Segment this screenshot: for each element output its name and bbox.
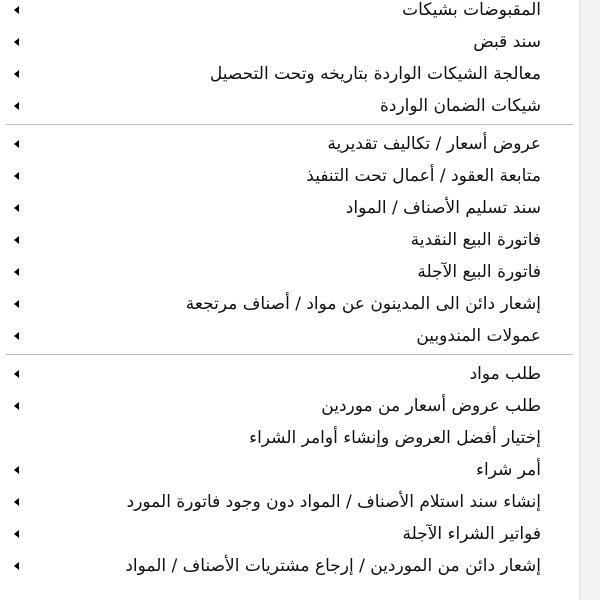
- submenu-arrow-icon: [14, 370, 19, 378]
- submenu-arrow-icon: [14, 332, 19, 340]
- menu-item-label: فواتير الشراء الآجلة: [402, 523, 541, 544]
- submenu-arrow-icon: [14, 402, 19, 410]
- submenu-arrow-icon: [14, 172, 19, 180]
- submenu-arrow-icon: [14, 140, 19, 148]
- menu-item[interactable]: [0, 550, 579, 582]
- menu-item-label: المقبوضات بشيكات: [402, 0, 541, 20]
- menu-scrollbar[interactable]: [579, 0, 600, 600]
- menu-item-label: معالجة الشيكات الواردة بتاريخه وتحت التحصيل: [209, 63, 541, 84]
- menu-item[interactable]: [0, 224, 579, 256]
- submenu-arrow-icon: [14, 562, 19, 570]
- menu-item-label: شيكات الضمان الواردة: [380, 95, 541, 116]
- submenu-arrow-icon: [14, 6, 19, 14]
- menu-item[interactable]: [0, 486, 579, 518]
- menu-item[interactable]: [0, 0, 579, 26]
- menu-item[interactable]: [0, 422, 579, 454]
- menu-item[interactable]: [0, 320, 579, 352]
- menu-item-label: إشعار دائن من الموردين / إرجاع مشتريات الأصناف / المواد: [125, 555, 541, 576]
- menu-item-label: أمر شراء: [476, 459, 541, 480]
- menu-item-label: فاتورة البيع النقدية: [410, 229, 541, 250]
- menu-item[interactable]: [0, 26, 579, 58]
- menu-item-label: متابعة العقود / أعمال تحت التنفيذ: [306, 165, 541, 186]
- menu-item-label: طلب عروض أسعار من موردين: [321, 395, 541, 416]
- menu-item-label: فاتورة البيع الآجلة: [417, 261, 541, 282]
- menu-item-label: طلب مواد: [469, 363, 541, 384]
- menu-item[interactable]: [0, 454, 579, 486]
- menu-item[interactable]: [0, 90, 579, 122]
- menu-item[interactable]: [0, 256, 579, 288]
- submenu-arrow-icon: [14, 466, 19, 474]
- submenu-arrow-icon: [14, 204, 19, 212]
- menu-item[interactable]: [0, 518, 579, 550]
- menu-item[interactable]: [0, 128, 579, 160]
- submenu-arrow-icon: [14, 300, 19, 308]
- menu-item-label: إشعار دائن الى المدينون عن مواد / أصناف مرتجعة: [185, 293, 541, 314]
- menu-item[interactable]: [0, 288, 579, 320]
- menu-separator: [6, 354, 573, 355]
- menu-item[interactable]: [0, 58, 579, 90]
- menu-item-label: عروض أسعار / تكاليف تقديرية: [327, 133, 541, 154]
- submenu-arrow-icon: [14, 268, 19, 276]
- menu-item[interactable]: [0, 192, 579, 224]
- menu-item-label: إختيار أفضل العروض وإنشاء أوامر الشراء: [249, 427, 541, 448]
- submenu-arrow-icon: [14, 530, 19, 538]
- menu-item-label: عمولات المندوبين: [416, 325, 541, 346]
- submenu-arrow-icon: [14, 236, 19, 244]
- submenu-arrow-icon: [14, 498, 19, 506]
- menu-item[interactable]: [0, 390, 579, 422]
- menu-item[interactable]: [0, 160, 579, 192]
- menu-separator: [6, 124, 573, 125]
- submenu-arrow-icon: [14, 102, 19, 110]
- menu-item-label: سند تسليم الأصناف / المواد: [345, 197, 541, 218]
- submenu-arrow-icon: [14, 38, 19, 46]
- menu-item-label: إنشاء سند استلام الأصناف / المواد دون وجود فاتورة المورد: [126, 491, 541, 512]
- submenu-arrow-icon: [14, 70, 19, 78]
- menu-item-label: سند قبض: [473, 31, 541, 52]
- menu-item[interactable]: [0, 358, 579, 390]
